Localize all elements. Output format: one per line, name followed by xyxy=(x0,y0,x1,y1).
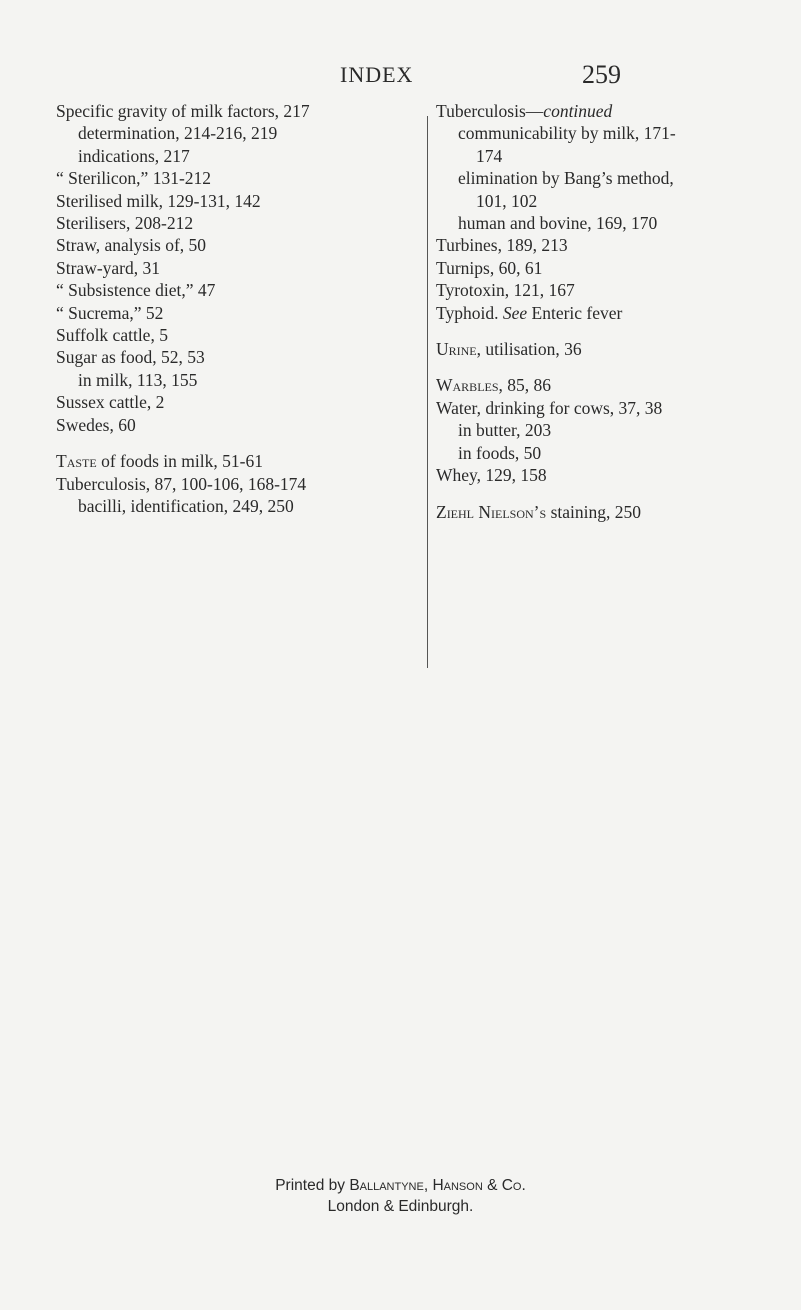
index-entry: Turnips, 60, 61 xyxy=(436,257,543,278)
continued-heading xyxy=(436,100,796,122)
index-entry: Specific gravity of milk factors, 217 xyxy=(56,101,310,121)
index-subentry: in butter, 203 xyxy=(458,420,552,441)
index-entry: Swedes, 60 xyxy=(56,414,136,435)
index-entry-ziehl xyxy=(436,501,796,523)
entry-lead: Warbles xyxy=(436,375,499,396)
entry-rest: of foods in milk, 51-61 xyxy=(96,451,263,472)
entry-rest: staining, 250 xyxy=(546,501,641,522)
continued-tag: continued xyxy=(543,101,613,121)
index-subentry: determination, 214-216, 219 xyxy=(78,123,278,144)
printer-name: Ballantyne, Hanson & Co. xyxy=(349,1177,526,1194)
index-entry: Sussex cattle, 2 xyxy=(56,392,165,413)
imprint-line-1 xyxy=(0,1175,801,1196)
index-entry: “ Sterilicon,” 131-212 xyxy=(56,168,212,189)
printer-imprint xyxy=(0,1175,801,1217)
index-subentry-wrap: 174 xyxy=(476,145,503,166)
index-entry: “ Subsistence diet,” 47 xyxy=(56,280,216,301)
entry-lead: Taste xyxy=(56,451,97,472)
index-subentry: communicability by milk, 171- xyxy=(458,123,676,144)
index-entry: Sterilised milk, 129-131, 142 xyxy=(56,190,261,211)
index-entry: Sterilisers, 208-212 xyxy=(56,213,194,234)
page-header xyxy=(0,62,801,102)
entry-rest: , utilisation, 36 xyxy=(476,339,582,360)
index-entry: Sugar as food, 52, 53 xyxy=(56,347,205,368)
index-entry: Tuberculosis, 87, 100-106, 168-174 xyxy=(56,473,307,494)
index-entry: Straw, analysis of, 50 xyxy=(56,235,207,256)
imprint-line-2: London & Edinburgh. xyxy=(327,1198,474,1215)
imprint-prefix: Printed by xyxy=(275,1177,350,1194)
left-column xyxy=(56,100,401,517)
index-subentry: human and bovine, 169, 170 xyxy=(458,213,658,234)
entry-text: Typhoid. xyxy=(436,302,503,323)
index-entry-urine xyxy=(436,338,796,360)
entry-rest: , 85, 86 xyxy=(498,375,552,396)
continued-head: Tuberculosis— xyxy=(436,101,544,121)
index-entry: Tyrotoxin, 121, 167 xyxy=(436,280,575,301)
index-subentry-wrap: 101, 102 xyxy=(476,190,538,211)
index-entry: “ Sucrema,” 52 xyxy=(56,302,164,323)
right-column xyxy=(436,100,796,523)
index-subentry: elimination by Bang’s method, xyxy=(458,168,674,189)
index-entry: Water, drinking for cows, 37, 38 xyxy=(436,397,663,418)
page-number: 259 xyxy=(582,60,621,89)
column-divider xyxy=(427,116,428,668)
entry-after: Enteric fever xyxy=(527,302,623,323)
index-subentry: in milk, 113, 155 xyxy=(78,369,198,390)
index-subentry: indications, 217 xyxy=(78,145,190,166)
index-subentry: bacilli, identification, 249, 250 xyxy=(78,495,294,516)
index-entry-warbles xyxy=(436,374,796,396)
index-entry: Whey, 129, 158 xyxy=(436,465,547,486)
index-entry-taste xyxy=(56,450,401,472)
index-title: INDEX xyxy=(340,62,414,87)
see-reference: See xyxy=(502,302,528,323)
index-entry: Straw-yard, 31 xyxy=(56,257,161,278)
index-entry: Suffolk cattle, 5 xyxy=(56,325,168,346)
entry-lead: Urine xyxy=(436,339,477,360)
index-subentry: in foods, 50 xyxy=(458,442,542,463)
entry-lead: Ziehl Nielson’s xyxy=(436,501,547,522)
index-entry-typhoid xyxy=(436,302,796,324)
index-entry: Turbines, 189, 213 xyxy=(436,235,568,256)
